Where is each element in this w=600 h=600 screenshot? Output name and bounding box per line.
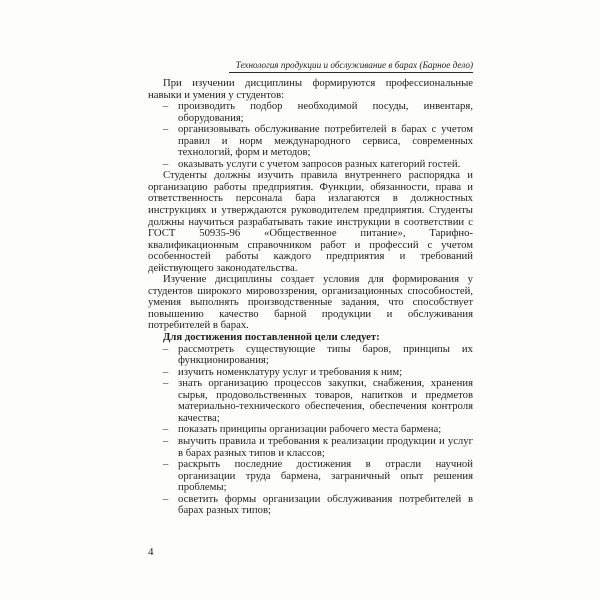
dash-bullet: – <box>163 377 169 390</box>
goal-heading: Для достижения поставленной цели следует: <box>163 331 380 344</box>
list-item <box>148 378 473 424</box>
list-item-text: показать принципы организации рабочего места бармена; <box>178 423 442 436</box>
dash-bullet: – <box>163 100 169 113</box>
list-item <box>148 124 473 159</box>
list-item-text: производить подбор необходимой посуды, инвентаря, оборудования; <box>178 100 473 124</box>
list-item <box>148 344 473 367</box>
list-item <box>148 494 473 517</box>
intro-paragraph: При изучении дисциплины формируются профессиональные навыки и умения у студентов: <box>148 77 473 101</box>
skills-list <box>148 101 473 170</box>
dash-bullet: – <box>163 423 169 436</box>
dash-bullet: – <box>163 123 169 136</box>
rules-paragraph: Студенты должны изучить правила внутреннего распорядка и организацию работы предприятия. Функции, обязанности, права и ответственность персонала бара излагаются в должностных инструкциях и утверждаются руководителем предприятия. Студенты должны научиться разрабатывать такие инструкции в соответствии с ГОСТ 50935-96 «Общественное питание», Тарифно-квалификационным справочником работ и профессий с учетом особенностей работы каждого предприятия и требований действующего законодательства. <box>148 169 473 274</box>
dash-bullet: – <box>163 458 169 471</box>
list-item-text: выучить правила и требования к реализации продукции и услуг в барах разных типов и классов; <box>178 434 473 459</box>
list-item <box>148 436 473 459</box>
goals-list <box>148 344 473 517</box>
dash-bullet: – <box>163 365 169 378</box>
dash-bullet: – <box>163 342 169 355</box>
list-item <box>148 159 473 171</box>
page-body <box>148 78 473 517</box>
list-item-text: организовывать обслуживание потребителей в барах с учетом правил и норм международного сервиса, современных технологий, форм и методов; <box>178 123 473 159</box>
list-item-text: осветить формы организации обслуживания потребителей в барах разных типов; <box>178 492 473 517</box>
header-rule <box>229 72 473 73</box>
list-item <box>148 459 473 494</box>
study-paragraph: Изучение дисциплины создает условия для формирования у студентов широкого мировоззрения, организационных способностей, умения выполнять производственные задания, что способствует повышению качество барной продукции и обслуживания потребителей в барах. <box>148 273 473 332</box>
list-item-text: оказывать услуги с учетом запросов разных категорий гостей. <box>178 157 461 170</box>
page-number: 4 <box>148 546 154 558</box>
running-head: Технология продукции и обслуживание в барах (Барное дело) <box>235 60 473 70</box>
list-item-text: знать организацию процессов закупки, снабжения, хранения сырья, продовольственных товаров, напитков и предметов материально-технического обеспечения, обеспечения контроля качества; <box>178 377 473 424</box>
dash-bullet: – <box>163 434 169 447</box>
list-item-text: раскрыть последние достижения в отрасли научной организации труда бармена, заграничный опыт решения проблемы; <box>178 458 473 494</box>
dash-bullet: – <box>163 492 169 505</box>
list-item <box>148 101 473 124</box>
dash-bullet: – <box>163 157 169 170</box>
list-item-text: изучить номенклатуру услуг и требования к ним; <box>178 365 403 378</box>
list-item-text: рассмотреть существующие типы баров, принципы их функционирования; <box>178 342 473 367</box>
